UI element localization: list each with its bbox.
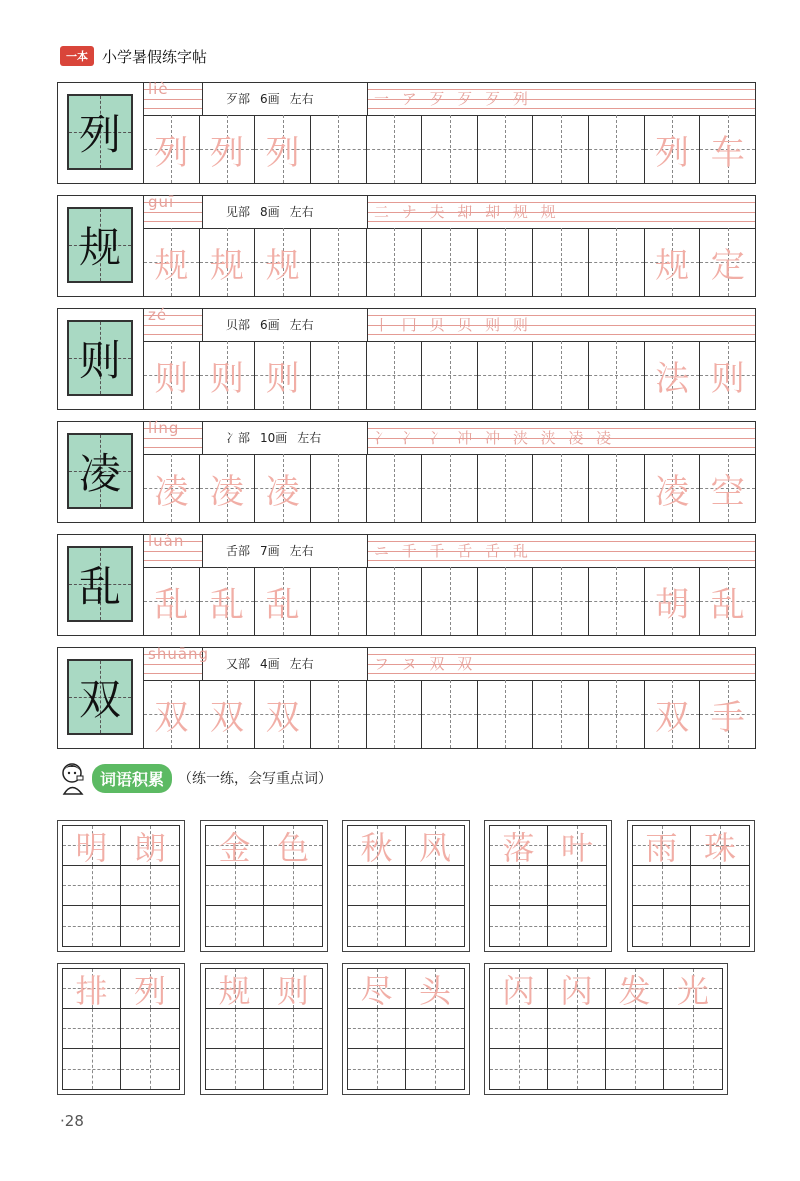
practice-cell[interactable] xyxy=(144,680,200,748)
word-cell[interactable] xyxy=(348,826,406,866)
word-cell[interactable] xyxy=(63,1049,121,1089)
word-cell[interactable] xyxy=(206,1049,264,1089)
practice-cell[interactable] xyxy=(422,228,478,296)
stroke-order-text: フ ヌ 双 双 xyxy=(374,655,477,673)
word-cell[interactable] xyxy=(121,969,179,1009)
stroke-count: 6画 xyxy=(260,318,280,332)
model-character: 凌 xyxy=(78,449,121,498)
structure: 左右 xyxy=(297,431,322,445)
stroke-order xyxy=(368,196,755,228)
word-cell[interactable] xyxy=(664,1009,722,1049)
word-cell[interactable] xyxy=(121,1009,179,1049)
practice-cell[interactable] xyxy=(478,454,534,522)
trace-character: 定 xyxy=(710,245,745,286)
word-cell[interactable] xyxy=(606,1009,664,1049)
practice-cell[interactable] xyxy=(422,341,478,409)
stroke-order-text: 二 ナ 夫 却 却 规 规 xyxy=(374,203,560,221)
word-cell[interactable] xyxy=(548,826,606,866)
trace-character: 闪 xyxy=(502,971,535,1010)
word-cell[interactable] xyxy=(406,826,464,866)
word-cell[interactable] xyxy=(264,1049,322,1089)
stroke-order xyxy=(368,83,755,115)
practice-cell[interactable] xyxy=(200,567,256,635)
radical: 贝部 xyxy=(226,318,251,332)
practice-cell[interactable] xyxy=(367,115,423,183)
word-cell[interactable] xyxy=(633,866,691,906)
trace-character: 则 xyxy=(154,358,189,399)
trace-character: 发 xyxy=(618,971,651,1010)
practice-cell[interactable] xyxy=(422,680,478,748)
trace-character: 排 xyxy=(75,971,108,1010)
stroke-count: 10画 xyxy=(260,431,288,445)
practice-cell[interactable] xyxy=(200,115,256,183)
radical: 舌部 xyxy=(226,544,251,558)
section-title: 词语积累 xyxy=(92,764,172,793)
trace-character: 头 xyxy=(418,971,451,1010)
word-cell[interactable] xyxy=(406,906,464,946)
practice-cell[interactable] xyxy=(589,115,645,183)
practice-grid xyxy=(144,567,755,635)
practice-cell[interactable] xyxy=(255,341,311,409)
practice-cell[interactable] xyxy=(144,567,200,635)
radical: 见部 xyxy=(226,205,251,219)
structure: 左右 xyxy=(289,544,314,558)
trace-character: 则 xyxy=(276,971,309,1010)
practice-cell[interactable] xyxy=(144,454,200,522)
practice-cell[interactable] xyxy=(367,228,423,296)
trace-character: 乱 xyxy=(154,584,189,625)
word-cell[interactable] xyxy=(348,1009,406,1049)
practice-cell[interactable] xyxy=(700,228,755,296)
stroke-order-text: 一 ア 歹 歹 歹 列 xyxy=(374,90,532,108)
practice-cell[interactable] xyxy=(478,228,534,296)
pinyin: shuāng xyxy=(148,645,210,663)
practice-cell[interactable] xyxy=(255,115,311,183)
page-number: ·28 xyxy=(60,1112,84,1130)
stroke-count: 8画 xyxy=(260,205,280,219)
pinyin-box xyxy=(144,419,203,454)
practice-cell[interactable] xyxy=(255,680,311,748)
practice-cell[interactable] xyxy=(645,680,701,748)
trace-character: 秋 xyxy=(360,828,393,867)
trace-character: 金 xyxy=(218,828,251,867)
word-cell[interactable] xyxy=(548,969,606,1009)
trace-character: 尽 xyxy=(360,971,393,1010)
practice-cell[interactable] xyxy=(589,341,645,409)
word-practice-box xyxy=(57,963,185,1095)
trace-character: 雨 xyxy=(645,828,678,867)
practice-grid xyxy=(144,454,755,522)
practice-cell[interactable] xyxy=(200,341,256,409)
trace-character: 则 xyxy=(710,358,745,399)
practice-cell[interactable] xyxy=(533,680,589,748)
word-practice-box xyxy=(57,820,185,952)
trace-character: 双 xyxy=(154,697,189,738)
trace-character: 闪 xyxy=(560,971,593,1010)
trace-character: 朗 xyxy=(133,828,166,867)
practice-cell[interactable] xyxy=(700,567,755,635)
word-cell[interactable] xyxy=(490,906,548,946)
word-cell[interactable] xyxy=(490,969,548,1009)
word-cell[interactable] xyxy=(548,906,606,946)
word-cell[interactable] xyxy=(691,866,749,906)
stroke-count: 6画 xyxy=(260,92,280,106)
stroke-order xyxy=(368,535,755,567)
practice-cell[interactable] xyxy=(589,680,645,748)
trace-character: 列 xyxy=(154,132,189,173)
practice-cell[interactable] xyxy=(144,341,200,409)
trace-character: 乱 xyxy=(710,584,745,625)
trace-character: 双 xyxy=(655,697,690,738)
practice-cell[interactable] xyxy=(478,341,534,409)
trace-character: 空 xyxy=(710,471,745,512)
child-reading-icon xyxy=(58,761,88,795)
trace-character: 胡 xyxy=(655,584,690,625)
word-cell[interactable] xyxy=(264,1009,322,1049)
practice-cell[interactable] xyxy=(255,454,311,522)
trace-character: 规 xyxy=(154,245,189,286)
practice-cell[interactable] xyxy=(311,115,367,183)
word-cell[interactable] xyxy=(121,906,179,946)
character-row xyxy=(57,82,756,184)
practice-grid xyxy=(144,115,755,183)
model-character: 双 xyxy=(78,675,121,724)
character-row xyxy=(57,421,756,523)
trace-character: 规 xyxy=(655,245,690,286)
pinyin-box xyxy=(144,306,203,341)
practice-cell[interactable] xyxy=(311,567,367,635)
word-cell[interactable] xyxy=(348,866,406,906)
pinyin-box xyxy=(144,193,203,228)
structure: 左右 xyxy=(289,92,314,106)
word-cell[interactable] xyxy=(664,969,722,1009)
word-cell[interactable] xyxy=(406,1009,464,1049)
word-cell[interactable] xyxy=(206,866,264,906)
word-practice-box xyxy=(627,820,755,952)
word-practice-box xyxy=(342,963,470,1095)
practice-cell[interactable] xyxy=(533,341,589,409)
pinyin: guī xyxy=(148,193,175,211)
practice-cell[interactable] xyxy=(144,228,200,296)
word-cell[interactable] xyxy=(406,866,464,906)
word-cell[interactable] xyxy=(264,866,322,906)
word-cell[interactable] xyxy=(63,866,121,906)
radical: 又部 xyxy=(226,657,251,671)
word-cell[interactable] xyxy=(490,1009,548,1049)
word-cell[interactable] xyxy=(548,1049,606,1089)
word-cell[interactable] xyxy=(490,826,548,866)
word-cell[interactable] xyxy=(691,826,749,866)
word-cell[interactable] xyxy=(63,906,121,946)
practice-cell[interactable] xyxy=(478,680,534,748)
trace-character: 凌 xyxy=(209,471,244,512)
trace-character: 规 xyxy=(218,971,251,1010)
stroke-order-text: 丨 冂 贝 贝 则 则 xyxy=(374,316,532,334)
trace-character: 规 xyxy=(265,245,300,286)
model-character-box xyxy=(58,535,144,635)
model-character: 规 xyxy=(78,223,121,272)
character-row xyxy=(57,647,756,749)
model-character-box xyxy=(58,196,144,296)
practice-cell[interactable] xyxy=(422,115,478,183)
stroke-order-text: 冫 冫 冫 冲 冲 浃 浃 凌 凌 xyxy=(374,429,616,447)
word-practice-box xyxy=(200,820,328,952)
section-header xyxy=(58,760,332,796)
stroke-order xyxy=(368,648,755,680)
practice-cell[interactable] xyxy=(533,115,589,183)
model-character-box xyxy=(58,83,144,183)
trace-character: 列 xyxy=(265,132,300,173)
practice-cell[interactable] xyxy=(311,341,367,409)
practice-cell[interactable] xyxy=(200,228,256,296)
word-cell[interactable] xyxy=(63,969,121,1009)
practice-cell[interactable] xyxy=(700,454,755,522)
pinyin: líng xyxy=(148,419,180,437)
practice-cell[interactable] xyxy=(200,454,256,522)
practice-cell[interactable] xyxy=(200,680,256,748)
trace-character: 凌 xyxy=(265,471,300,512)
word-cell[interactable] xyxy=(206,826,264,866)
word-cell[interactable] xyxy=(691,906,749,946)
practice-cell[interactable] xyxy=(533,228,589,296)
practice-cell[interactable] xyxy=(478,115,534,183)
practice-cell[interactable] xyxy=(367,680,423,748)
trace-character: 珠 xyxy=(703,828,736,867)
trace-character: 色 xyxy=(276,828,309,867)
pinyin: liè xyxy=(148,80,169,98)
practice-cell[interactable] xyxy=(478,567,534,635)
practice-grid xyxy=(144,228,755,296)
page-number-value: 28 xyxy=(64,1112,84,1130)
character-row xyxy=(57,308,756,410)
trace-character: 凌 xyxy=(154,471,189,512)
model-character-box xyxy=(58,648,144,748)
character-info xyxy=(202,535,368,567)
practice-cell[interactable] xyxy=(311,680,367,748)
word-cell[interactable] xyxy=(406,969,464,1009)
character-info xyxy=(202,309,368,341)
trace-character: 光 xyxy=(676,971,709,1010)
pinyin-box xyxy=(144,645,210,680)
character-row xyxy=(57,195,756,297)
structure: 左右 xyxy=(289,657,314,671)
word-cell[interactable] xyxy=(406,1049,464,1089)
stroke-order xyxy=(368,422,755,454)
model-character-box xyxy=(58,309,144,409)
word-cell[interactable] xyxy=(121,826,179,866)
practice-grid xyxy=(144,341,755,409)
page-header xyxy=(60,44,207,68)
practice-cell[interactable] xyxy=(700,115,755,183)
practice-cell[interactable] xyxy=(255,567,311,635)
practice-cell[interactable] xyxy=(589,228,645,296)
word-cell[interactable] xyxy=(121,866,179,906)
pinyin: luàn xyxy=(148,532,185,550)
trace-character: 双 xyxy=(265,697,300,738)
structure: 左右 xyxy=(289,318,314,332)
trace-character: 则 xyxy=(209,358,244,399)
word-cell[interactable] xyxy=(121,1049,179,1089)
trace-character: 乱 xyxy=(209,584,244,625)
character-info xyxy=(202,196,368,228)
stroke-count: 7画 xyxy=(260,544,280,558)
practice-cell[interactable] xyxy=(533,567,589,635)
trace-character: 叶 xyxy=(560,828,593,867)
word-cell[interactable] xyxy=(348,969,406,1009)
pinyin: zé xyxy=(148,306,168,324)
word-cell[interactable] xyxy=(63,1009,121,1049)
practice-cell[interactable] xyxy=(645,454,701,522)
radical: 冫部 xyxy=(226,431,251,445)
word-cell[interactable] xyxy=(63,826,121,866)
word-practice-box xyxy=(484,963,728,1095)
character-info xyxy=(202,648,368,680)
trace-character: 规 xyxy=(209,245,244,286)
pinyin-box xyxy=(144,80,203,115)
radical: 歹部 xyxy=(226,92,251,106)
practice-cell[interactable] xyxy=(700,341,755,409)
word-cell[interactable] xyxy=(348,1049,406,1089)
word-cell[interactable] xyxy=(548,866,606,906)
practice-cell[interactable] xyxy=(367,454,423,522)
stroke-order-text: ニ 千 千 舌 舌 乱 xyxy=(374,542,532,560)
trace-character: 落 xyxy=(502,828,535,867)
practice-cell[interactable] xyxy=(645,115,701,183)
word-cell[interactable] xyxy=(633,826,691,866)
trace-character: 则 xyxy=(265,358,300,399)
word-practice-box xyxy=(484,820,612,952)
section-subtitle: （练一练，会写重点词） xyxy=(178,771,333,787)
word-cell[interactable] xyxy=(548,1009,606,1049)
series-badge: 一本 xyxy=(60,46,94,66)
trace-character: 风 xyxy=(418,828,451,867)
practice-cell[interactable] xyxy=(589,567,645,635)
word-cell[interactable] xyxy=(664,1049,722,1089)
practice-cell[interactable] xyxy=(144,115,200,183)
word-cell[interactable] xyxy=(633,906,691,946)
character-row xyxy=(57,534,756,636)
trace-character: 双 xyxy=(209,697,244,738)
word-cell[interactable] xyxy=(206,1009,264,1049)
trace-character: 法 xyxy=(655,358,690,399)
trace-character: 手 xyxy=(710,697,745,738)
character-info xyxy=(202,83,368,115)
character-info xyxy=(202,422,368,454)
practice-cell[interactable] xyxy=(367,567,423,635)
word-cell[interactable] xyxy=(264,969,322,1009)
word-practice-box xyxy=(200,963,328,1095)
practice-cell[interactable] xyxy=(367,341,423,409)
trace-character: 明 xyxy=(75,828,108,867)
trace-character: 列 xyxy=(655,132,690,173)
model-character: 乱 xyxy=(78,562,121,611)
word-cell[interactable] xyxy=(490,1049,548,1089)
model-character-box xyxy=(58,422,144,522)
practice-cell[interactable] xyxy=(311,454,367,522)
word-cell[interactable] xyxy=(206,969,264,1009)
word-cell[interactable] xyxy=(606,969,664,1009)
trace-character: 列 xyxy=(133,971,166,1010)
practice-cell[interactable] xyxy=(645,341,701,409)
word-cell[interactable] xyxy=(206,906,264,946)
practice-cell[interactable] xyxy=(700,680,755,748)
word-cell[interactable] xyxy=(264,906,322,946)
practice-grid xyxy=(144,680,755,748)
practice-cell[interactable] xyxy=(422,567,478,635)
stroke-order xyxy=(368,309,755,341)
structure: 左右 xyxy=(289,205,314,219)
practice-cell[interactable] xyxy=(645,228,701,296)
practice-cell[interactable] xyxy=(589,454,645,522)
stroke-count: 4画 xyxy=(260,657,280,671)
model-character: 列 xyxy=(78,110,121,159)
trace-character: 凌 xyxy=(655,471,690,512)
practice-cell[interactable] xyxy=(533,454,589,522)
practice-cell[interactable] xyxy=(255,228,311,296)
word-cell[interactable] xyxy=(606,1049,664,1089)
practice-cell[interactable] xyxy=(645,567,701,635)
word-cell[interactable] xyxy=(348,906,406,946)
practice-cell[interactable] xyxy=(422,454,478,522)
trace-character: 列 xyxy=(209,132,244,173)
word-practice-box xyxy=(342,820,470,952)
model-character: 则 xyxy=(78,336,121,385)
trace-character: 车 xyxy=(710,132,745,173)
word-cell[interactable] xyxy=(490,866,548,906)
book-title: 小学暑假练字帖 xyxy=(102,47,208,66)
pinyin-box xyxy=(144,532,203,567)
word-cell[interactable] xyxy=(264,826,322,866)
trace-character: 乱 xyxy=(265,584,300,625)
practice-cell[interactable] xyxy=(311,228,367,296)
